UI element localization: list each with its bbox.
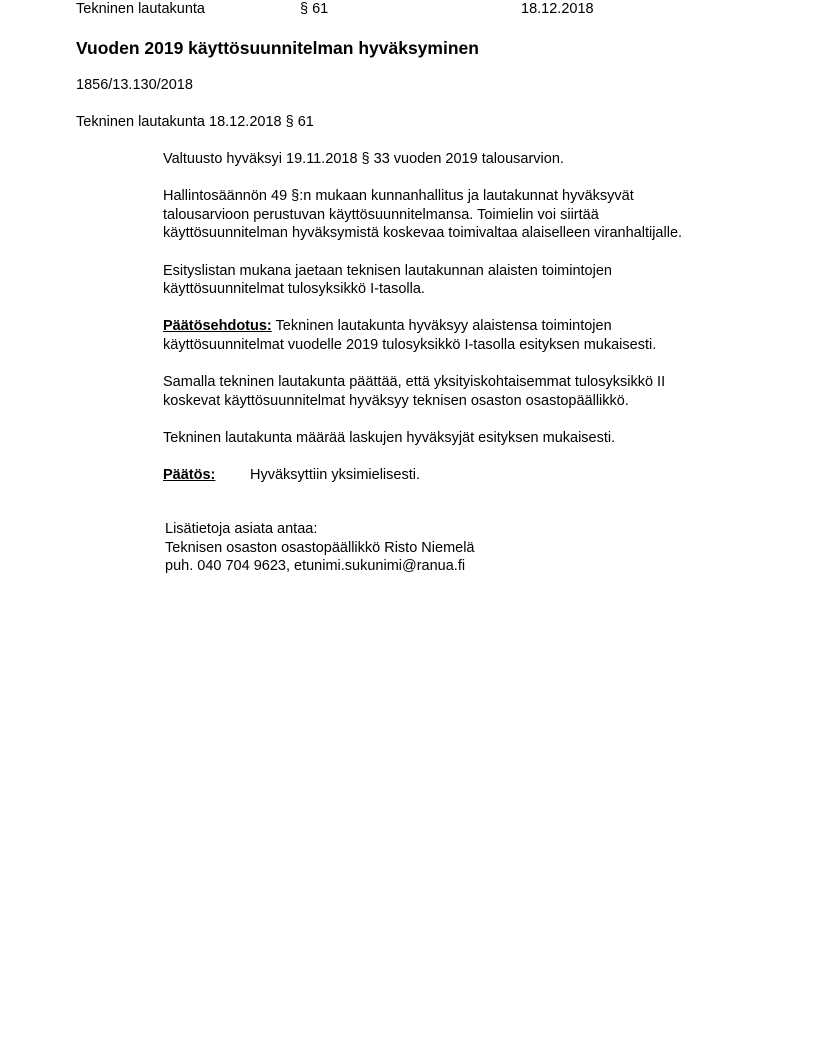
paragraph-line: käyttösuunnitelmat tulosyksikkö I-tasolla.	[163, 281, 425, 298]
contact-info	[165, 520, 475, 576]
paragraph-approvers	[163, 429, 783, 448]
paragraph-line: Hallintosäännön 49 §:n mukaan kunnanhallitus ja lautakunnat hyväksyvät	[163, 188, 634, 205]
header-date: 18.12.2018	[521, 1, 594, 17]
document-body	[163, 150, 783, 503]
contact-line: Teknisen osaston osastopäällikkö Risto Niemelä	[165, 539, 475, 556]
paragraph-line: käyttösuunnitelman hyväksymistä koskevaa toimivaltaa alaiselleen viranhaltijalle.	[163, 225, 683, 242]
header-body: Tekninen lautakunta	[76, 1, 205, 17]
contact-line: puh. 040 704 9623, etunimi.sukunimi@ranua.fi	[165, 558, 466, 575]
decision-row	[163, 466, 783, 485]
paragraph-budget	[163, 150, 783, 169]
paragraph-line: käyttösuunnitelmat vuodelle 2019 tulosyksikkö I-tasolla esityksen mukaisesti.	[163, 336, 657, 353]
paragraph-line: talousarvioon perustuvan käyttösuunnitelmansa. Toimielin voi siirtää	[163, 206, 599, 223]
paragraph-rules	[163, 187, 783, 243]
document-title: Vuoden 2019 käyttösuunnitelman hyväksyminen	[76, 38, 479, 58]
paragraph-line: Esityslistan mukana jaetaan teknisen lautakunnan alaisten toimintojen	[163, 262, 612, 279]
decision-label: Päätös:	[163, 467, 216, 484]
paragraph-line: Samalla tekninen lautakunta päättää, että yksityiskohtaisemmat tulosyksikkö II	[163, 374, 666, 391]
proposal-label: Päätösehdotus:	[163, 318, 272, 335]
paragraph-agenda	[163, 262, 783, 299]
decision-text: Hyväksyttiin yksimielisesti.	[250, 467, 420, 484]
proposal-text: Tekninen lautakunta hyväksyy alaistensa toimintojen	[271, 318, 612, 335]
paragraph-line: Tekninen lautakunta määrää laskujen hyväksyjät esityksen mukaisesti.	[163, 429, 616, 446]
reference-number: 1856/13.130/2018	[76, 77, 193, 93]
paragraph-line: koskevat käyttösuunnitelmat hyväksyy teknisen osaston osastopäällikkö.	[163, 392, 629, 409]
meeting-line: Tekninen lautakunta 18.12.2018 § 61	[76, 114, 314, 130]
contact-line: Lisätietoja asiata antaa:	[165, 521, 318, 537]
paragraph-line	[163, 317, 783, 336]
paragraph-line: Valtuusto hyväksyi 19.11.2018 § 33 vuoden 2019 talousarvion.	[163, 151, 564, 167]
paragraph-detail	[163, 373, 783, 410]
header-section: § 61	[300, 1, 329, 17]
paragraph-proposal	[163, 317, 783, 354]
